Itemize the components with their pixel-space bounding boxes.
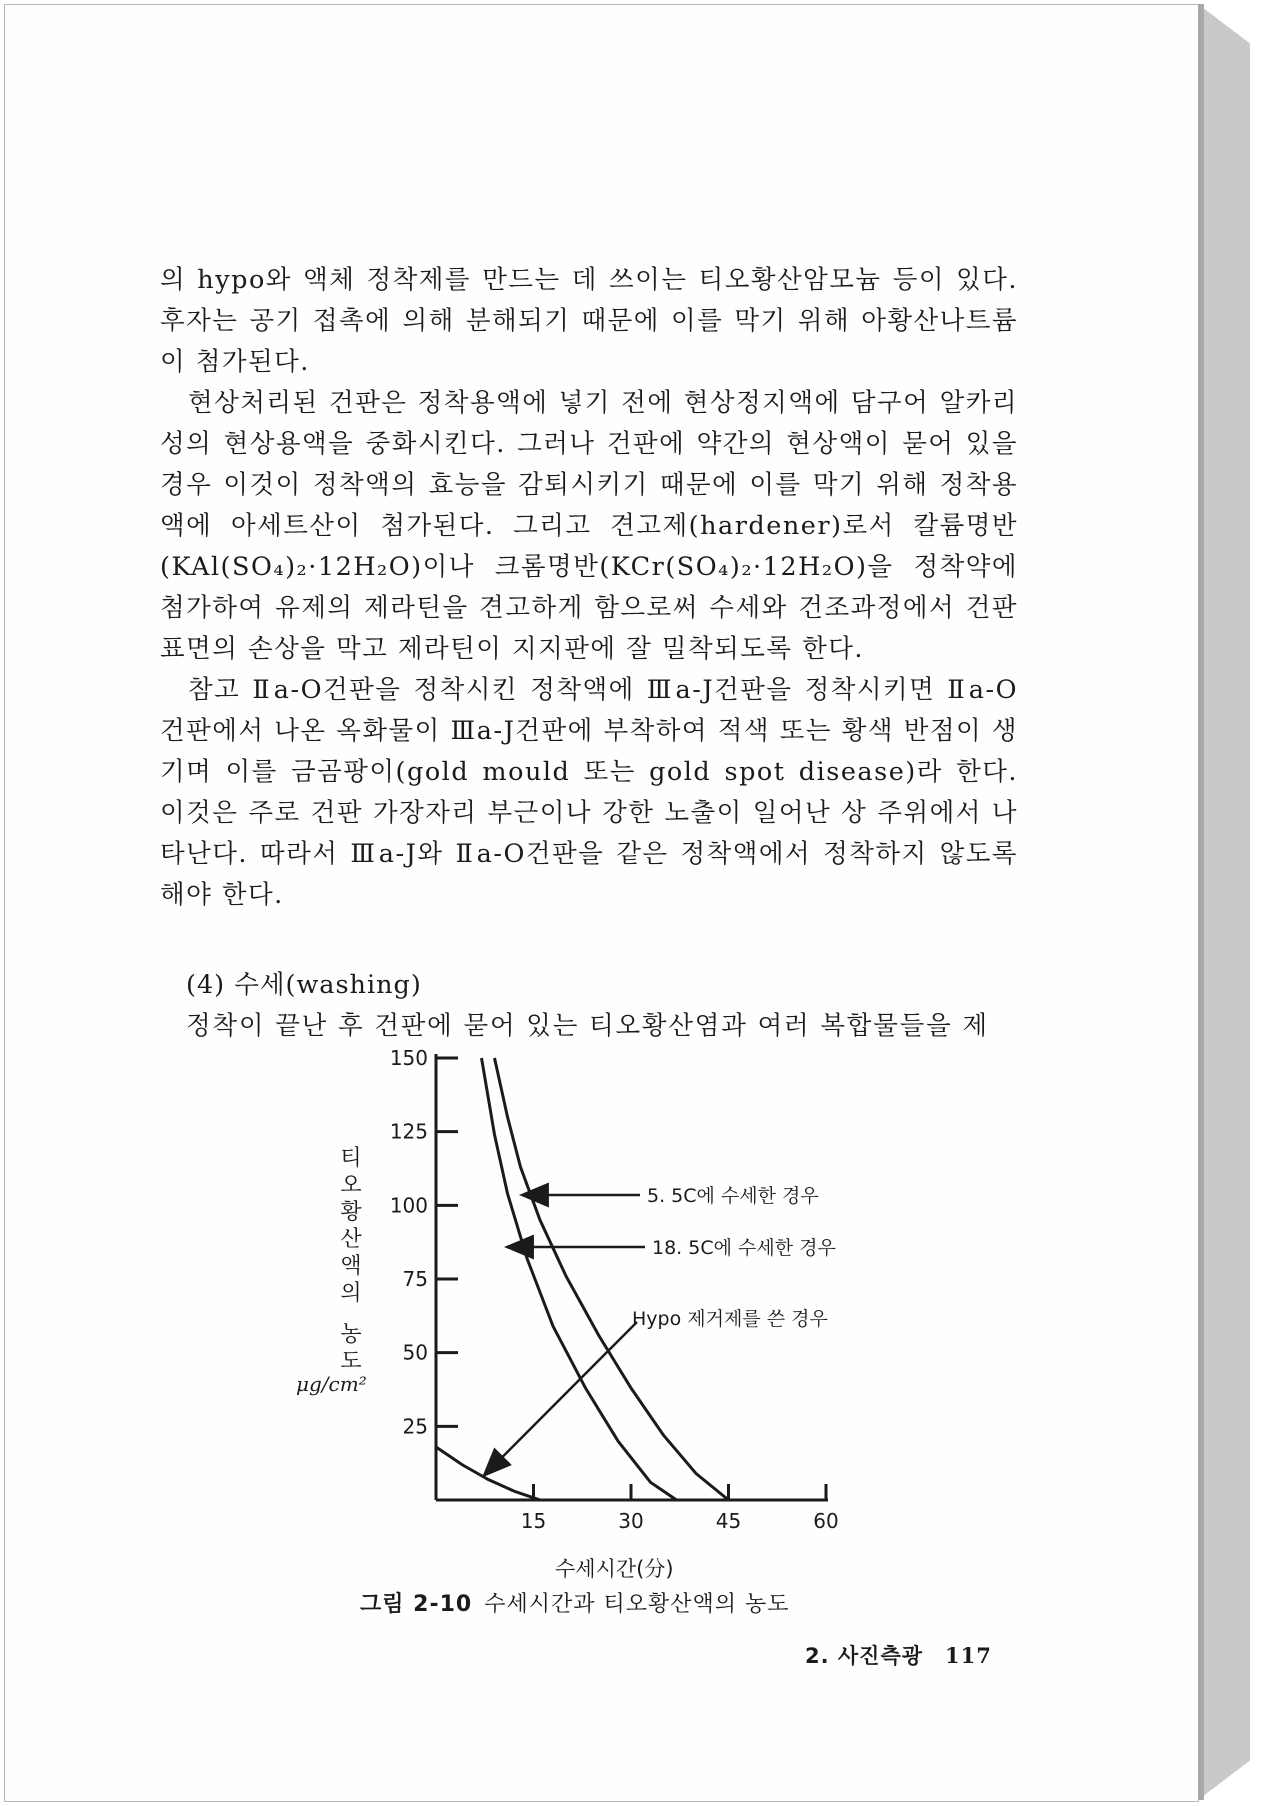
legend-label-1: 5. 5C에 수세한 경우: [647, 1185, 819, 1207]
y-axis-label-char: 농: [340, 1322, 362, 1347]
section-first-line: 정착이 끝난 후 건판에 묻어 있는 티오황산염과 여러 복합물들을 제: [186, 1011, 989, 1041]
paragraph-1: 의 hypo와 액체 정착제를 만드는 데 쓰이는 티오황산암모늄 등이 있다. 후자는 공기 접촉에 의해 분해되기 때문에 이를 막기 위해 아황산나트륨이 첨가된다.: [160, 265, 1018, 377]
x-tick-label: 60: [813, 1509, 839, 1533]
y-tick-label: 100: [389, 1193, 428, 1218]
x-tick-label: 15: [520, 1509, 547, 1533]
y-axis-label-char: 황: [340, 1200, 362, 1225]
x-axis-label: 수세시간(分): [555, 1557, 674, 1581]
x-tick-label: 45: [715, 1509, 742, 1533]
page-footer: [805, 1640, 992, 1670]
chart-axes: [436, 1054, 828, 1500]
y-tick-label: 150: [389, 1046, 428, 1070]
y-axis-label-char: 티: [340, 1146, 362, 1171]
y-tick-label: 75: [402, 1267, 428, 1291]
y-tick-label: 25: [402, 1414, 428, 1439]
y-axis-label-char: 도: [340, 1349, 362, 1374]
y-axis-label-char: 의: [340, 1281, 362, 1306]
caption-number: 그림 2-10: [360, 1592, 473, 1617]
legend-label-3: Hypo 제거제를 쓴 경우: [632, 1308, 828, 1330]
y-axis-unit: μg/cm²: [296, 1372, 367, 1396]
paragraph-3: 참고 Ⅱa-O건판을 정착시킨 정착액에 Ⅲa-J건판을 정착시키면 Ⅱa-O 건판에서 나온 옥화물이 Ⅲa-J건판에 부착하여 적색 또는 황색 반점이 생기며 이를 금곰팡이(gold mould 또는 gold spot disease)라 한다. 이것은 주로 건판 가장자리 부근이나 강한 노출이 일어난 상 주위에서 나타난다. 따라서 Ⅲa-J와 Ⅱa-O건판을 같은 정착액에서 정착하지 않도록 해야 한다.: [160, 675, 1018, 910]
section-heading: (4) 수세(washing): [186, 970, 422, 1000]
x-tick-label: 30: [618, 1509, 644, 1533]
page-number: 117: [945, 1643, 992, 1668]
series-line-3: [436, 1447, 540, 1500]
caption-title: 수세시간과 티오황산액의 농도: [484, 1592, 790, 1617]
paragraph-2: 현상처리된 건판은 정착용액에 넣기 전에 현상정지액에 담구어 알카리성의 현상용액을 중화시킨다. 그러나 건판에 약간의 현상액이 묻어 있을 경우 이것이 정착액의 효능을 감퇴시키기 때문에 이를 막기 위해 정착용액에 아세트산이 첨가된다. 그리고 견고제(hardener)로서 칼륨명반(KAl(SO₄)₂·12H₂O)이나 크롬명반(KCr(SO₄)₂·12H₂O)을 정착약에 첨가하여 유제의 제라틴을 견고하게 함으로써 수세와 건조과정에서 건판 표면의 손상을 막고 제라틴이 지지판에 잘 밀착되도록 한다.: [160, 388, 1018, 664]
series-line-1: [495, 1058, 729, 1500]
y-axis-label-char: 오: [340, 1173, 362, 1198]
figure-caption: [360, 1587, 789, 1618]
legend-label-2: 18. 5C에 수세한 경우: [652, 1237, 836, 1259]
chapter-title: 2. 사진측광: [805, 1644, 924, 1668]
y-axis-label-char: 액: [340, 1254, 362, 1279]
y-axis-label: [334, 1145, 368, 1375]
chart-curves: [436, 1058, 729, 1500]
y-tick-label: 50: [402, 1340, 428, 1365]
y-axis-label-char: 산: [340, 1227, 362, 1252]
y-tick-label: 125: [389, 1119, 428, 1144]
y-axis-label-char: [334, 1307, 368, 1321]
